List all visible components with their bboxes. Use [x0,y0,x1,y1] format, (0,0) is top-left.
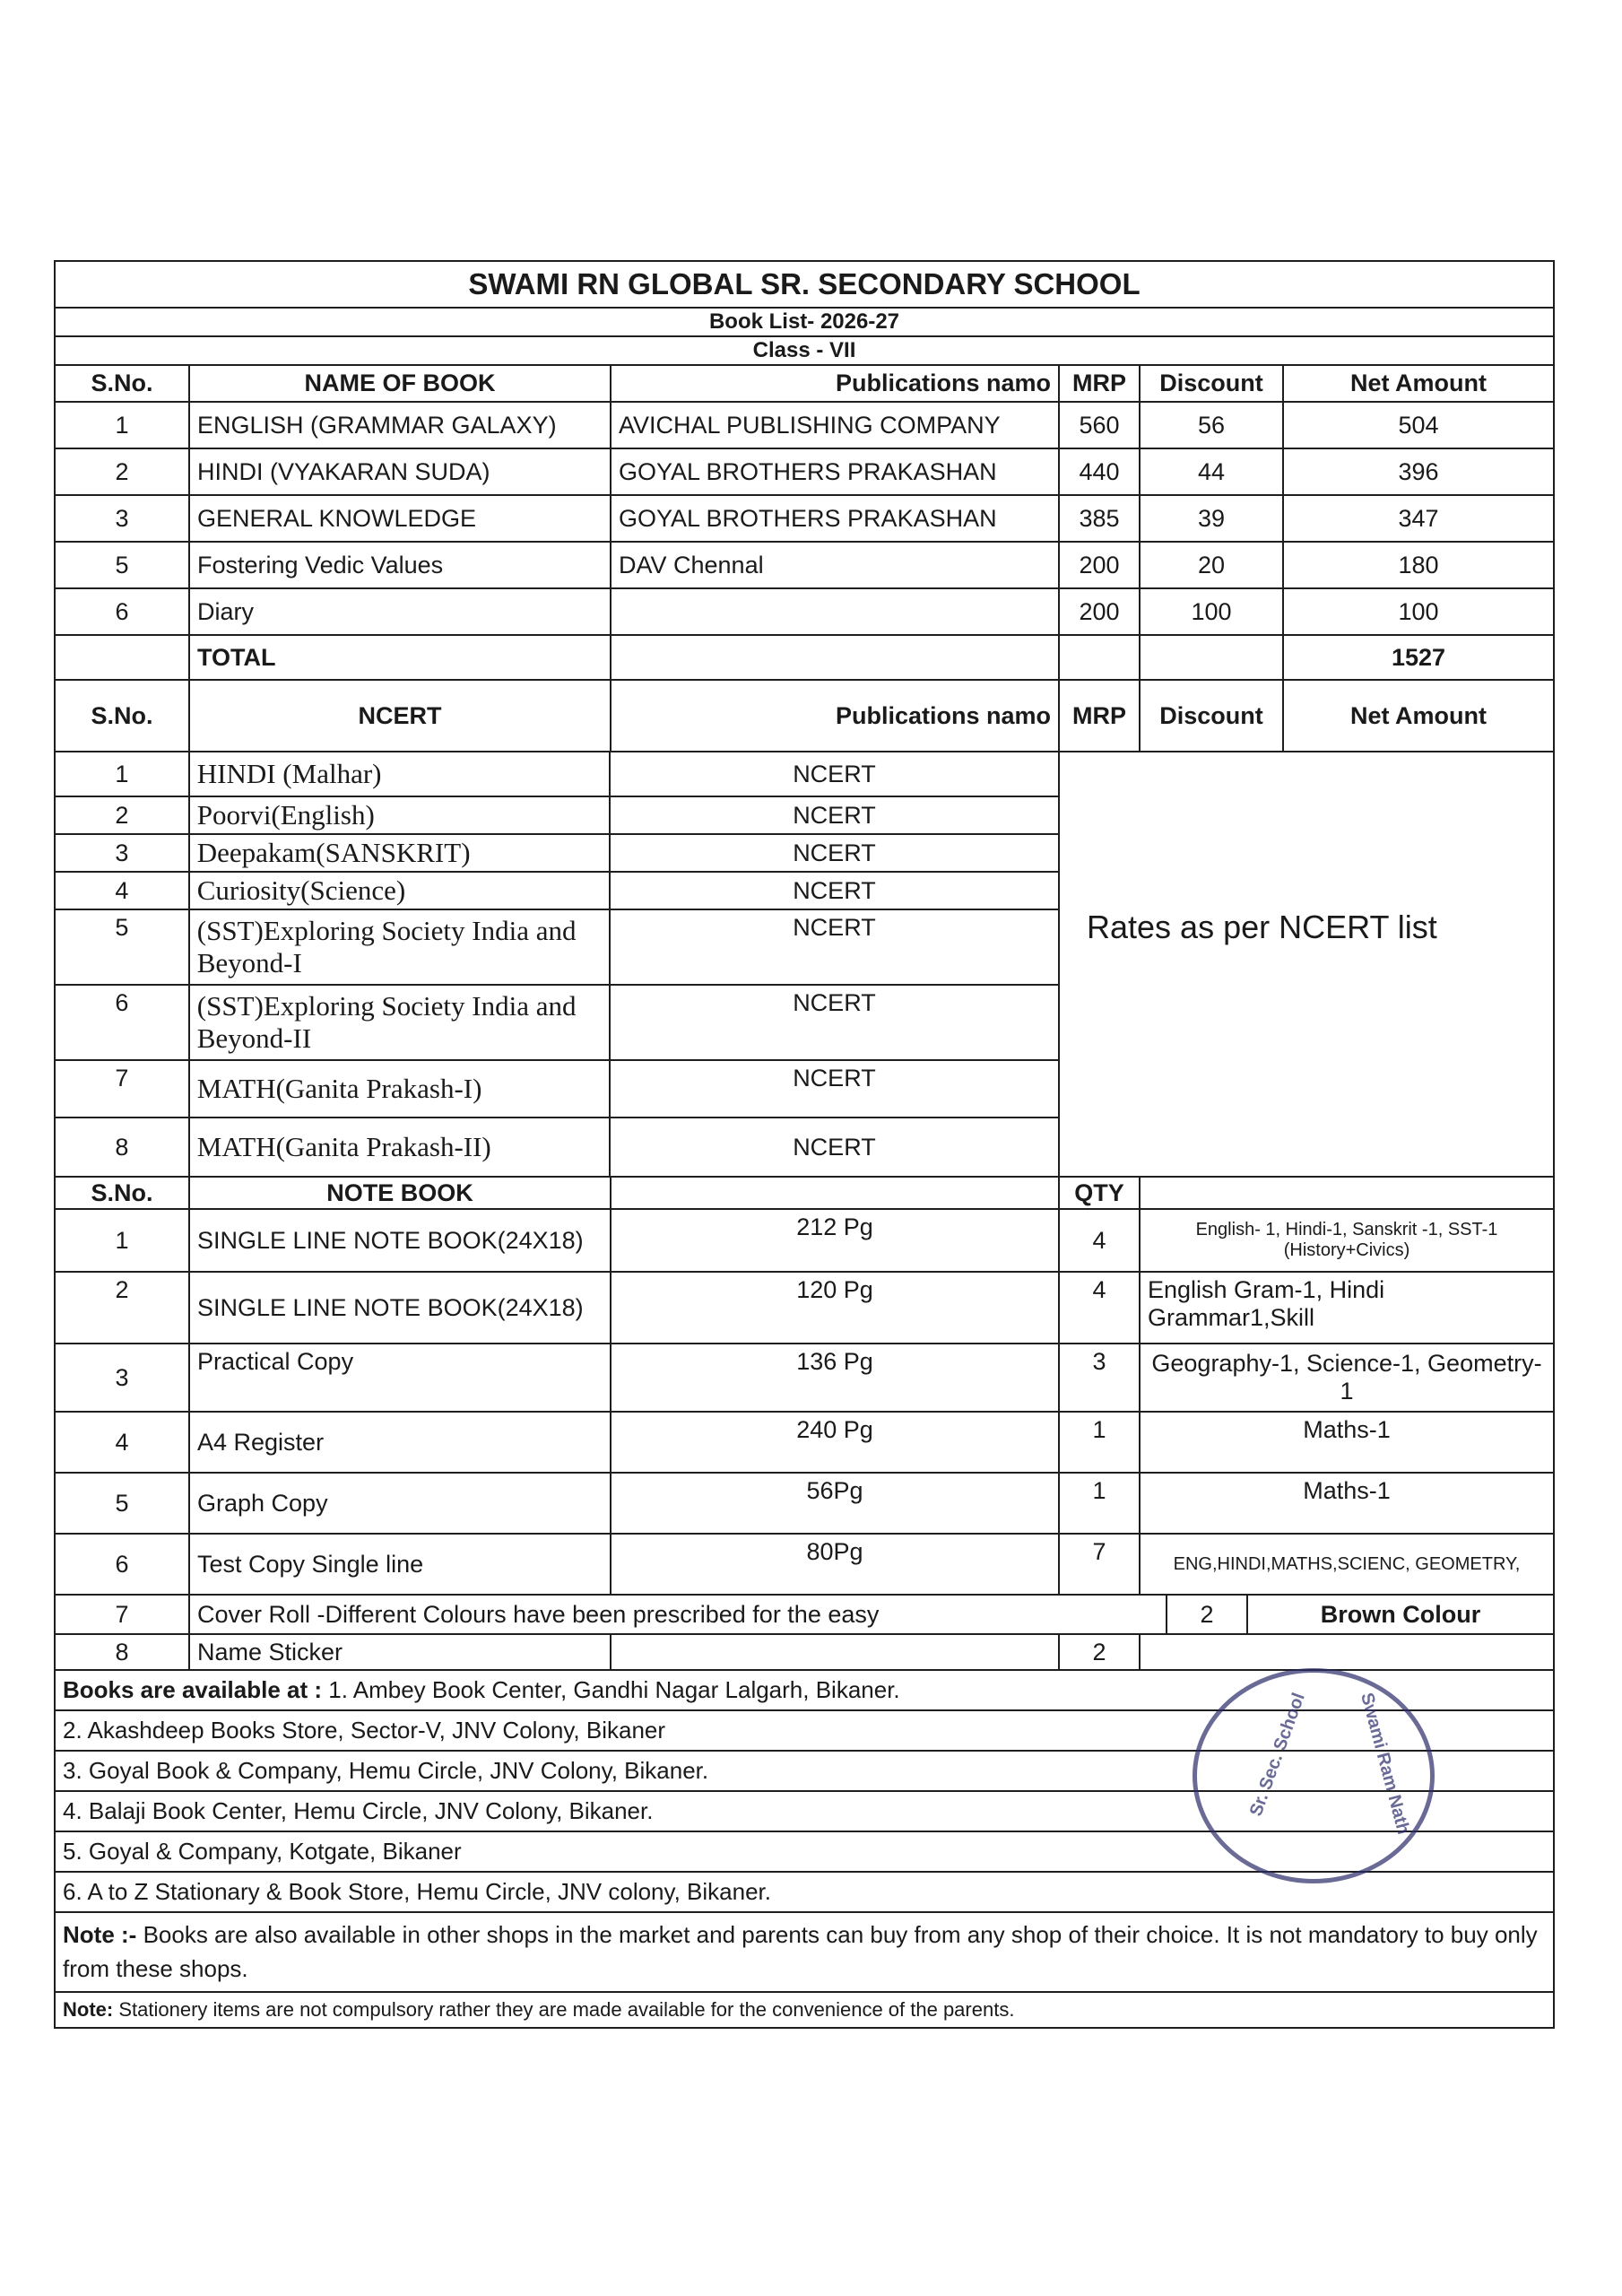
book-name: Poorvi(English) [190,797,611,833]
sno: 4 [56,873,190,909]
shop-item: 2. Akashdeep Books Store, Sector-V, JNV Colony, Bikaner [56,1711,1553,1752]
net-amount: 347 [1398,504,1439,532]
table-row [56,1061,1058,1118]
discount: 56 [1141,403,1284,448]
total-value: 1527 [1391,643,1446,671]
sno: 3 [56,1344,190,1411]
sno: 6 [56,1535,190,1594]
ncert-table-header [56,681,1553,752]
net-amount: 180 [1398,551,1439,578]
col-sno: S.No. [56,1178,190,1208]
notebook-name: A4 Register [190,1413,612,1472]
qty: 7 [1060,1535,1141,1594]
table-row [56,873,1058,910]
shop-item: 6. A to Z Stationary & Book Store, Hemu Circle, JNV colony, Bikaner. [56,1873,1553,1913]
notebook-name: Graph Copy [190,1474,612,1533]
sno: 2 [56,1273,190,1343]
col-notebook: NOTE BOOK [190,1178,612,1208]
rates-note: Rates as per NCERT list [1087,909,1437,945]
sno: 3 [56,496,190,541]
notebook-name: Cover Roll -Different Colours have been prescribed for the easy [190,1596,1167,1633]
table-row [56,1474,1553,1535]
publisher: GOYAL BROTHERS PRAKASHAN [612,496,1060,541]
sno: 8 [56,1635,190,1669]
qty: 1 [1060,1413,1141,1472]
book-list-year-text: Book List- 2026-27 [708,309,900,334]
mrp: 385 [1060,496,1141,541]
publisher: DAV Chennal [612,543,1060,587]
table-row [56,589,1553,636]
discount: 20 [1141,543,1284,587]
book-name: Fostering Vedic Values [190,543,612,587]
col-net-amount: Net Amount [1350,701,1487,729]
note-stationery [56,1993,1553,2027]
col-ncert: NCERT [190,681,612,751]
table-row [56,1273,1553,1344]
col-qty: QTY [1060,1178,1141,1208]
notebook-name: Name Sticker [190,1635,612,1669]
table-row [56,403,1553,449]
table-row [56,1118,1058,1176]
ncert-table-body [56,752,1553,1178]
book-name: Deepakam(SANSKRIT) [190,835,611,871]
sno: 6 [56,986,190,1059]
table-row [56,752,1058,797]
net-amount: 396 [1398,457,1439,485]
notebook-name: SINGLE LINE NOTE BOOK(24X18) [190,1210,612,1271]
book-name: (SST)Exploring Society India and Beyond-II [190,986,611,1059]
net-amount: 504 [1398,411,1439,439]
pages: 212 Pg [612,1210,1060,1271]
col-sno: S.No. [56,366,190,401]
qty: 4 [1060,1210,1141,1271]
total-row [56,636,1553,681]
stamp-right-text: Swami Ram Nath [1356,1691,1413,1837]
publisher: NCERT [793,876,876,904]
publisher: NCERT [793,1133,876,1161]
shop-item: 5. Goyal & Company, Kotgate, Bikaner [56,1832,1553,1873]
publisher: NCERT [793,839,876,866]
shop-item: 4. Balaji Book Center, Hemu Circle, JNV Colony, Bikaner. [56,1792,1553,1832]
col-publication: Publications namo [612,681,1060,751]
book-name: Curiosity(Science) [190,873,611,909]
col-publication: Publications namo [612,366,1060,401]
shop-item: 1. Ambey Book Center, Gandhi Nagar Lalgarh, Bikaner. [328,1676,900,1703]
table-row [56,1596,1553,1635]
details: ENG,HINDI,MATHS,SCIENC, GEOMETRY, [1173,1553,1521,1574]
pages: 56Pg [612,1474,1060,1533]
details: English- 1, Hindi-1, Sanskrit -1, SST-1 (History+Civics) [1195,1220,1498,1260]
qty: 4 [1060,1273,1141,1343]
discount: 44 [1141,449,1284,494]
sno: 7 [56,1061,190,1117]
publisher: NCERT [793,989,876,1016]
book-name: Diary [190,589,612,634]
class-label [56,337,1553,366]
school-name-text: SWAMI RN GLOBAL SR. SECONDARY SCHOOL [468,267,1141,300]
table-row [56,1635,1553,1671]
col-book-name: NAME OF BOOK [190,366,612,401]
notebook-table-header [56,1178,1553,1210]
stamp-left-text: Sr. Sec. School [1245,1690,1309,1819]
publisher [612,589,1060,634]
publisher: AVICHAL PUBLISHING COMPANY [612,403,1060,448]
pages: 136 Pg [612,1344,1060,1411]
book-name: MATH(Ganita Prakash-I) [190,1061,611,1117]
table-row [56,797,1058,835]
pages [612,1635,1060,1669]
table-row [56,1210,1553,1273]
details [1141,1635,1553,1669]
qty: 2 [1060,1635,1141,1669]
sno: 2 [56,449,190,494]
table-row [56,1535,1553,1596]
sno: 5 [56,910,190,984]
pages: 80Pg [612,1535,1060,1594]
sno: 7 [56,1596,190,1633]
sno: 3 [56,835,190,871]
table-row [56,835,1058,873]
mrp: 560 [1060,403,1141,448]
pages: 240 Pg [612,1413,1060,1472]
table-row [56,1413,1553,1474]
note-text: Stationery items are not compulsory rather they are made available for the convenience of the parents. [118,1998,1015,2022]
note-label: Note: [63,1998,114,2022]
sno: 1 [56,752,190,796]
publisher: NCERT [793,760,876,787]
book-name: ENGLISH (GRAMMAR GALAXY) [190,403,612,448]
sno: 1 [56,1210,190,1271]
book-name: (SST)Exploring Society India and Beyond-I [190,910,611,984]
col-discount: Discount [1141,366,1284,401]
mrp: 200 [1060,589,1141,634]
note-other-shops [56,1913,1553,1993]
details: Geography-1, Science-1, Geometry-1 [1151,1350,1542,1405]
school-stamp-icon [1193,1668,1435,1883]
mrp: 200 [1060,543,1141,587]
table-row [56,543,1553,589]
notebook-name: Practical Copy [190,1344,612,1411]
details: Brown Colour [1320,1600,1481,1628]
empty-cell [612,636,1060,679]
details: Maths-1 [1303,1477,1391,1504]
discount: 100 [1141,589,1284,634]
book-name: GENERAL KNOWLEDGE [190,496,612,541]
class-label-text: Class - VII [752,338,856,362]
col-sno: S.No. [56,681,190,751]
book-name: HINDI (VYAKARAN SUDA) [190,449,612,494]
publisher: NCERT [793,801,876,829]
col-pages [612,1178,1060,1208]
col-details [1141,1178,1553,1208]
table-row [56,910,1058,986]
sno: 2 [56,797,190,833]
ncert-rows [56,752,1060,1176]
sno-empty [56,636,190,679]
publisher: NCERT [793,1065,876,1091]
sno: 5 [56,543,190,587]
sno: 6 [56,589,190,634]
qty: 1 [1060,1474,1141,1533]
books-table-header [56,366,1553,403]
sno: 8 [56,1118,190,1176]
publisher: GOYAL BROTHERS PRAKASHAN [612,449,1060,494]
school-name [56,262,1553,309]
discount: 39 [1141,496,1284,541]
notebook-name: Test Copy Single line [190,1535,612,1594]
shop-item: 3. Goyal Book & Company, Hemu Circle, JNV Colony, Bikaner. [56,1752,1553,1792]
details: Maths-1 [1303,1416,1391,1443]
note-text: Books are also available in other shops in the market and parents can buy from any shop of their choice. It is not mandatory to buy only from these shops. [63,1921,1538,1982]
col-mrp: MRP [1060,366,1141,401]
table-row [56,496,1553,543]
shops-intro: Books are available at : [63,1676,323,1703]
empty-cell [1060,636,1141,679]
col-mrp: MRP [1060,681,1141,751]
mrp: 440 [1060,449,1141,494]
table-row [56,1344,1553,1413]
book-list-year [56,309,1553,337]
table-row [56,449,1553,496]
net-amount: 100 [1398,597,1439,625]
notebook-name: SINGLE LINE NOTE BOOK(24X18) [190,1273,612,1343]
col-net-amount: Net Amount [1350,370,1487,396]
qty: 2 [1167,1596,1248,1633]
book-name: HINDI (Malhar) [190,752,611,796]
table-row [56,986,1058,1061]
book-name: MATH(Ganita Prakash-II) [190,1118,611,1176]
empty-cell [1141,636,1284,679]
total-label: TOTAL [190,636,612,679]
note-label: Note :- [63,1921,137,1948]
details: English Gram-1, Hindi Grammar1,Skill [1148,1276,1385,1331]
sno: 1 [56,403,190,448]
sno: 5 [56,1474,190,1533]
sno: 4 [56,1413,190,1472]
pages: 120 Pg [612,1273,1060,1343]
qty: 3 [1060,1344,1141,1411]
publisher: NCERT [793,914,876,941]
col-discount: Discount [1141,681,1284,751]
